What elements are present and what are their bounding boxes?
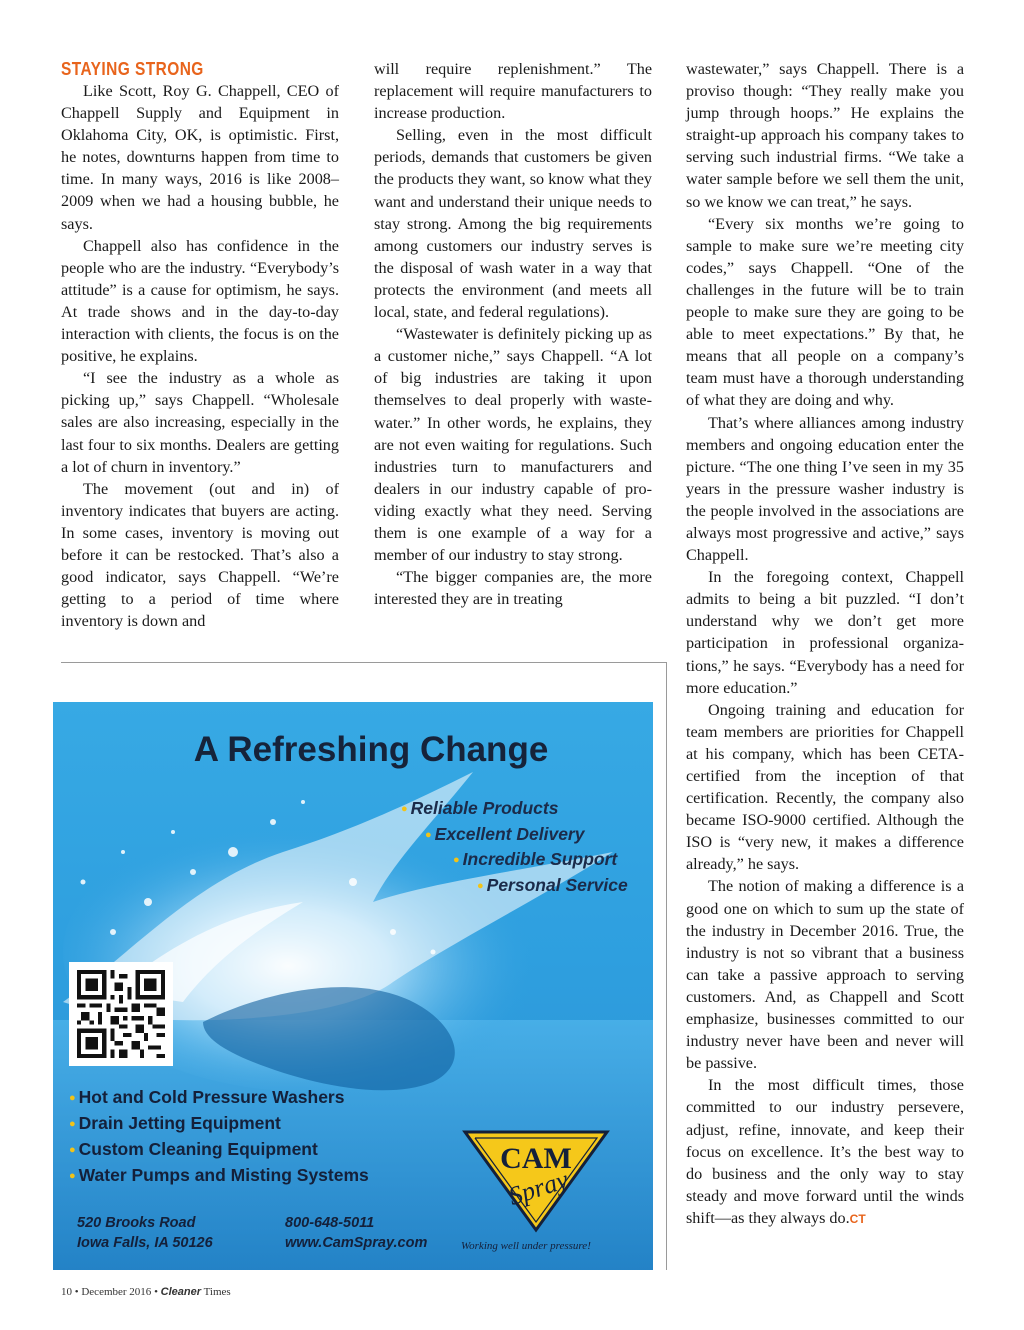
qr-code-icon [77,970,165,1058]
footer-separator: • [151,1286,161,1298]
paragraph: “Wastewater is definitely picking up as a customer niche,” says Chappell. “A lot of big industries are taking it upon themselves to deal properly with wastewater.” In other words, he explains, they are not even waiting for regulations. Such industries turn to manufacturers and dealers in our industry capable of providing exactly what they need. Serving them is one example of a way for a member of our industry to stay strong. [374,325,652,565]
logo-text-spray: Spray [505,1164,572,1212]
bullet-item: ● Water Pumps and Misting Systems [69,1163,369,1189]
section-heading: STAYING STRONG [61,59,204,79]
bullet-item: ● Drain Jetting Equipment [69,1111,369,1137]
website-link[interactable]: www.CamSpray.com [285,1235,428,1251]
camspray-logo-icon [461,1126,611,1234]
paragraph: Like Scott, Roy G. Chappell, CEO of Chappell Supply and Equipment in Oklahoma City, OK, is optimistic. First, he notes, downturns happen from time to time. In many ways, 2016 is like 2008–2009 when we had a housing bubble, he says. [61,82,339,233]
magazine-name-rest: Times [201,1286,231,1298]
bullet-item: ● Incredible Support [453,847,628,873]
camspray-logo [461,1126,611,1234]
qr-code[interactable] [69,962,173,1066]
address-line: Iowa Falls, IA 50126 [77,1235,213,1251]
paragraph: “Every six months we’re going to sample to make sure we’re meeting city codes,” says Chappell. “One of the challenges in the future will be to train people to make sure they are going to be able to meet expectations.” By that, he means that all people on a company’s team must have a thorough understanding of what they are doing and why. [686,214,964,410]
bullet-item: ● Excellent Delivery [425,822,628,848]
logo-text-cam: CAM [500,1142,572,1175]
ad-tagline: Working well under pressure! [461,1240,591,1252]
paragraph: The notion of making a difference is a good one on which to sum up the state of the industry in December 2016. True, the industry is not so vibrant that a business can take a passive approach to serving customers. And, as Chappell and Scott emphasize, businesses committed to our industry never have been and never will be passive. [686,877,964,1073]
closing-paragraph [686,1074,964,1230]
ad-contact [285,1213,427,1253]
bullet-item: ● Reliable Products [401,796,628,822]
closing-text: In the most difficult times, those committed to our industry persevere, adjust, refine, innovate, and keep their focus on excellence. It’s the best way to do business and the only way to stay steady and move forward until the winds shift—as they always do. [686,1076,964,1227]
product-bullets [69,1085,369,1189]
address-line: 520 Brooks Road [77,1215,196,1231]
camspray-advertisement[interactable] [53,702,653,1270]
bullet-item: ● Personal Service [477,873,628,899]
article-column-2 [374,58,652,610]
magazine-name: Cleaner [160,1286,202,1298]
divider-horizontal [61,662,666,663]
paragraph: That’s where alliances among industry members and ongoing education enter the picture. “The one thing I’ve seen in my 35 years in the pressure washer industry is the people involved in the associations are always most progressive and active,” says Chappell. [686,413,964,565]
paragraph: Selling, even in the most difficult periods, demands that customers be given the products they want, so know what they want and understand their unique needs to stay strong. Among the big requirements among customers our industry serves is the disposal of wash water in a way that protects the environment (and meets all local, state, and federal regulations). [374,126,652,322]
paragraph: In the foregoing context, Chappell admits to being a bit puzzled. “I don’t understand why we don’t get more participation in professional organizations,” he says. “Everybody has a need for more education.” [686,568,964,697]
paragraph-continued: wastewater,” says Chappell. There is a proviso though: “They really make you jump through hoops.” He explains the straight-up approach his company takes to serving such industrial firms. “We take a water sample before we sell them the unit, so we know we can treat,” he says. [686,60,964,211]
ad-address [77,1213,213,1253]
divider-vertical [666,662,667,1270]
paragraph: Ongoing training and education for team members are priorities for Chappell at his company, which has been CETA-certified from the inception of that certification. Recently, the company also became ISO-9000 certified. Although the ISO is “very new, it makes a difference already,” he says. [686,700,964,874]
paragraph: “I see the industry as a whole as picking up,” says Chappell. “Wholesale sales are also increasing, especially in the last four to six months. Dealers are getting a lot of churn in inventory.” [61,369,339,476]
paragraph-continued: will require replenishment.” The replacement will require manufacturers to increase production. [374,60,652,123]
phone-number[interactable]: 800-648-5011 [285,1215,375,1231]
service-bullets [401,796,628,898]
paragraph: The movement (out and in) of inventory indicates that buyers are acting. In some cases, inventory is moving out before it can be restocked. That’s also a good indicator, says Chappell. “We’re getting to a period of time where inventory is down and [61,479,339,631]
paragraph: “The bigger companies are, the more interested they are in treating [374,568,652,609]
issue-date: December 2016 [81,1286,152,1298]
page-footer [61,1286,231,1298]
bullet-item: ● Custom Cleaning Equipment [69,1137,369,1163]
bullet-item: ● Hot and Cold Pressure Washers [69,1085,369,1111]
article-column-3 [686,58,964,1230]
article-column-1 [61,58,339,632]
footer-separator: • [72,1286,82,1298]
end-mark: CT [849,1211,866,1226]
ad-title: A Refreshing Change [193,730,549,769]
page-number: 10 [61,1286,72,1298]
paragraph: Chappell also has confidence in the people who are the industry. “Everybody’s attitude” is a cause for optimism, he says. At trade shows and in the day-to-day interaction with clients, the focus is on the positive, he explains. [61,236,339,366]
